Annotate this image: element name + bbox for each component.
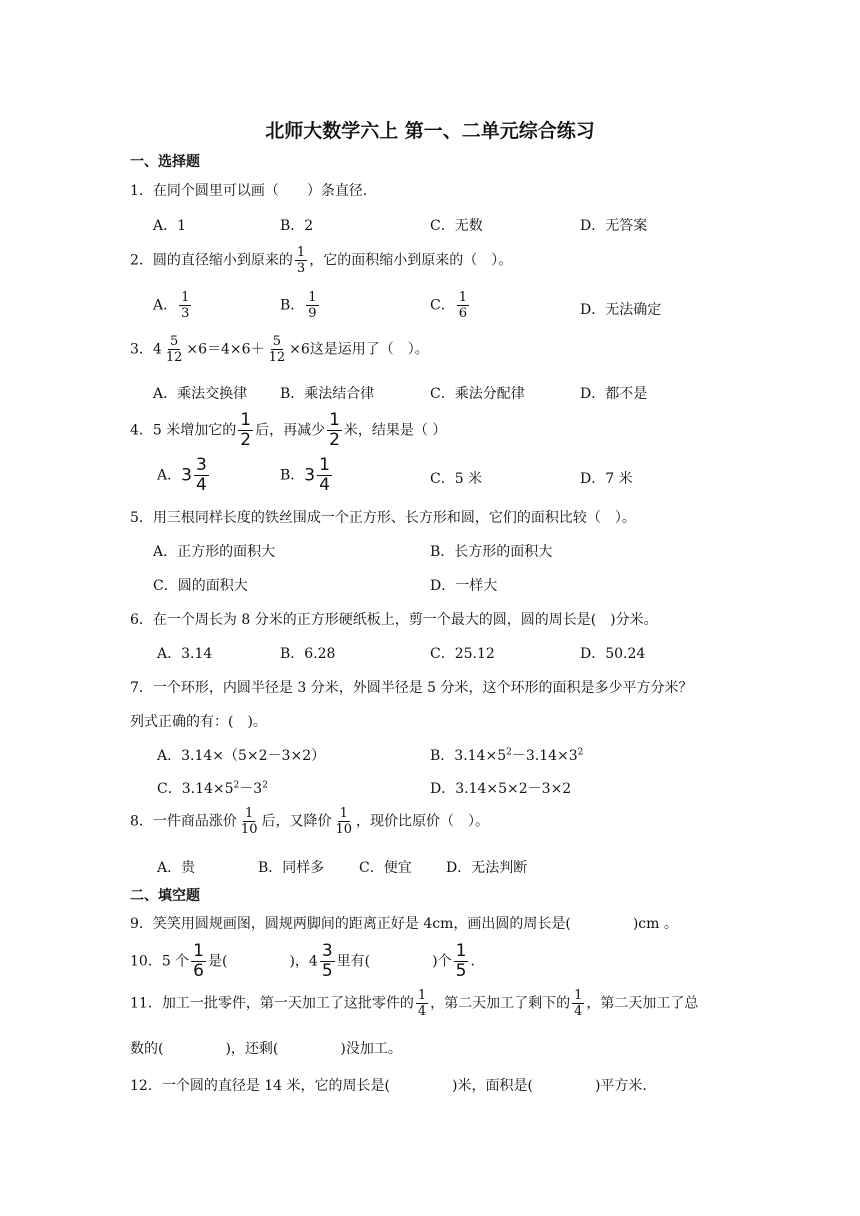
q1-option-a: A．1	[153, 218, 187, 234]
q8-option-a: A．贵	[157, 860, 196, 876]
section-heading-choice: 一、选择题	[130, 154, 200, 170]
q5-option-d: D．一样大	[430, 578, 498, 594]
q8-option-c: C．便宜	[359, 860, 412, 876]
q2-fraction: $\frac{1}{3}$	[296, 245, 306, 276]
q7-option-c: C．$3.14\times 5^2-3^2$	[157, 780, 268, 797]
q3-option-c: C．乘法分配律	[430, 386, 525, 402]
q1-option-d: D．无答案	[580, 218, 648, 234]
question-2	[130, 245, 512, 276]
question-8: 8．一件商品涨价 $\frac{1}{10}$ 后，又降价 $\frac{1}{10}$ ，现价比原价（ ）。	[130, 806, 490, 837]
q3-option-a: A．乘法交换律	[153, 386, 248, 402]
q4-option-b: B．3 $\frac{1}{4}$	[280, 455, 330, 495]
q3-option-b: B．乘法结合律	[280, 386, 375, 402]
page-title: 北师大数学六上 第一、二单元综合练习	[265, 120, 595, 142]
q1-option-b: B．2	[280, 218, 314, 234]
q6-option-d: D．50.24	[580, 646, 646, 662]
question-9: 9．笑笑用圆规画图，圆规两脚间的距离正好是 4cm，画出圆的周长是( )cm 。	[130, 916, 678, 932]
q2-option-b: B． $\frac{1}{9}$	[280, 290, 317, 321]
q6-option-b: B．6.28	[280, 646, 336, 662]
q8-option-b: B．同样多	[258, 860, 325, 876]
q1-option-c: C．无数	[430, 218, 483, 234]
question-3: 3．4 $\frac{5}{12}$ ×6＝4×6＋ $\frac{5}{12}$ ×6这是运用了（ ）。	[130, 334, 429, 365]
q2-option-c: C． $\frac{1}{6}$	[430, 290, 467, 321]
q2-option-a: A． $\frac{1}{3}$	[153, 290, 190, 321]
question-6: 6．在一个周长为 8 分米的正方形硬纸板上，剪一个最大的圆，圆的周长是( )分米。	[130, 612, 658, 628]
q8-option-d: D．无法判断	[446, 860, 528, 876]
question-12: 12．一个圆的直径是 14 米，它的周长是( )米，面积是( )平方米．	[130, 1078, 657, 1094]
q5-option-b: B．长方形的面积大	[430, 544, 553, 560]
q7-option-d: D．3.14×5×2－3×2	[430, 781, 572, 797]
q6-option-a: A．3.14	[157, 646, 213, 662]
q7-option-a: A．3.14×（5×2－3×2）	[157, 748, 326, 764]
q2-option-d: D．无法确定	[580, 302, 662, 318]
q4-option-a: A．3 $\frac{3}{4}$	[157, 455, 207, 495]
q6-option-c: C．25.12	[430, 646, 495, 662]
q7-option-b: B．$3.14\times 5^2-3.14\times 3^2$	[430, 747, 584, 764]
q5-option-c: C．圆的面积大	[153, 578, 248, 594]
question-10: 10．5 个 $\frac{1}{6}$ 是( )，4 $\frac{3}{5}$ 里有( )个 $\frac{1}{5}$ .	[130, 941, 475, 981]
question-7-line-1: 7．一个环形，内圆半径是 3 分米，外圆半径是 5 分米，这个环形的面积是多少平方分米？	[130, 680, 693, 696]
q4-option-c: C．5 米	[430, 471, 483, 487]
q2-text-post: ，它的面积缩小到原来的（ ）。	[309, 252, 513, 269]
question-7-line-2: 列式正确的有：( )。	[130, 714, 267, 730]
q2-text-pre: 2．圆的直径缩小到原来的	[130, 252, 293, 269]
question-5: 5．用三根同样长度的铁丝围成一个正方形、长方形和圆，它们的面积比较（ ）。	[130, 510, 636, 526]
question-11-line-1: 11．加工一批零件，第一天加工了这批零件的 $\frac{1}{4}$ ，第二天加工了剩下的 $\frac{1}{4}$ ，第二天加工了总	[130, 988, 699, 1019]
q4-option-d: D．7 米	[580, 471, 633, 487]
question-4: 4．5 米增加它的 $\frac{1}{2}$ 后，再减少 $\frac{1}{2}$ 米，结果是（ ）	[130, 410, 447, 450]
section-heading-fill: 二、填空题	[130, 888, 200, 904]
question-1: 1．在同个圆里可以画（ ）条直径．	[130, 183, 377, 199]
q5-option-a: A．正方形的面积大	[153, 544, 276, 560]
q3-option-d: D．都不是	[580, 386, 648, 402]
question-11-line-2: 数的( )，还剩( )没加工。	[130, 1041, 402, 1057]
